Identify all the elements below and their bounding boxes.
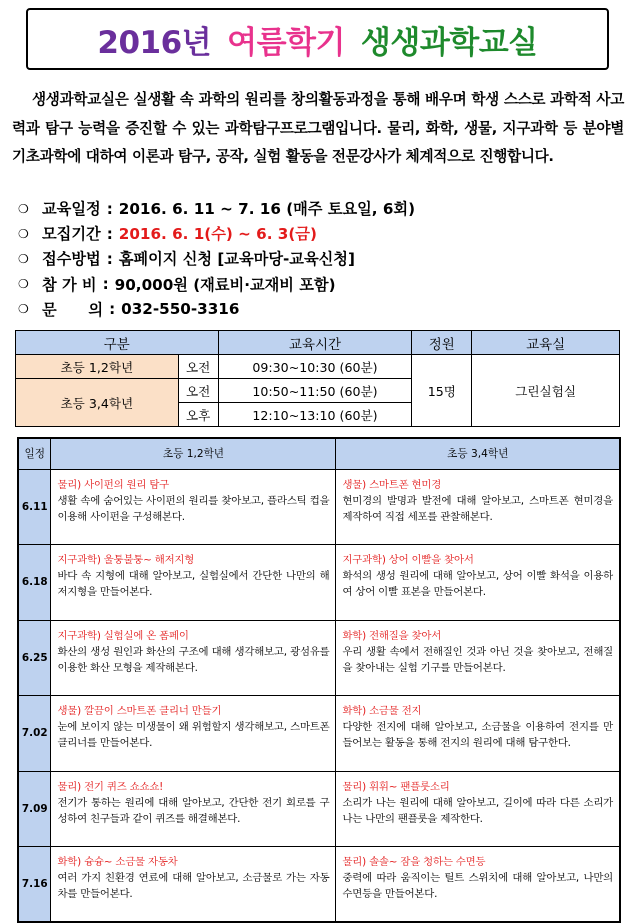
header-grade-12: 초등 1,2학년	[51, 438, 336, 469]
lesson-description: 바다 속 지형에 대해 알아보고, 실험실에서 간단한 나만의 해저지형을 만들어본다.	[57, 570, 330, 598]
header-date: 일정	[18, 438, 51, 469]
curriculum-row	[18, 847, 620, 923]
session-date: 6.18	[18, 545, 51, 621]
info-value-phone: 032-550-3316	[121, 300, 240, 319]
grade-12-lesson	[51, 620, 336, 696]
session-date: 6.11	[18, 469, 51, 545]
grade-34-lesson	[336, 847, 620, 923]
time-cell: 12:10~13:10 (60분)	[218, 403, 412, 427]
info-colon: :	[109, 300, 116, 319]
lesson-description: 화산의 생성 원인과 화산의 구조에 대해 생각해보고, 광섬유를 이용한 화산 모형을 제작해본다.	[57, 645, 330, 674]
schedule-row	[16, 355, 620, 379]
title-program: 생생과학교실	[360, 24, 538, 61]
grade-34-lesson	[336, 469, 620, 545]
info-label: 교육일정	[42, 200, 101, 219]
grade-12-lesson	[51, 771, 336, 847]
info-row-recruit	[18, 221, 618, 246]
grade-12-cell: 초등 1,2학년	[16, 355, 179, 379]
header-room: 교육실	[472, 331, 620, 355]
circle-bullet-icon: ❍	[18, 226, 29, 241]
grade-12-lesson	[51, 469, 336, 545]
lesson-title: 생물) 스마트폰 현미경	[342, 478, 442, 491]
header-category: 구분	[16, 331, 219, 355]
lesson-title: 물리) 사이펀의 원리 탐구	[57, 478, 170, 491]
info-value: 2016. 6. 11 ~ 7. 16 (매주 토요일, 6회)	[118, 200, 416, 219]
lesson-title: 지구과학) 실험실에 온 폼페이	[57, 629, 189, 642]
session-date: 7.02	[18, 696, 51, 772]
session-date: 7.09	[18, 771, 51, 847]
curriculum-row	[18, 771, 620, 847]
grade-12-lesson	[51, 847, 336, 923]
room-cell: 그린실험실	[472, 355, 620, 427]
circle-bullet-icon: ❍	[18, 302, 29, 317]
lesson-title: 화학) 전해질을 찾아서	[342, 629, 442, 642]
lesson-description: 소리가 나는 원리에 대해 알아보고, 길이에 따라 다른 소리가 나는 나만의 팬플룻을 제작한다.	[342, 796, 613, 825]
info-colon: :	[106, 249, 113, 268]
schedule-header-row	[16, 331, 620, 355]
lesson-description: 화석의 생성 원리에 대해 알아보고, 상어 이빨 화석을 이용하여 상어 이빨 표본을 만들어본다.	[342, 570, 613, 598]
curriculum-header-row	[18, 438, 620, 469]
curriculum-row	[18, 696, 620, 772]
grade-12-lesson	[51, 696, 336, 772]
info-row-fee	[18, 272, 618, 297]
lesson-title: 물리) 솔솔~ 잠을 청하는 수면등	[342, 856, 486, 868]
curriculum-row	[18, 620, 620, 696]
session-am: 오전	[178, 379, 218, 403]
info-row-contact	[18, 297, 618, 322]
header-grade-34: 초등 3,4학년	[336, 438, 620, 469]
lesson-description: 눈에 보이지 않는 미생물이 왜 위험할지 생각해보고, 스마트폰 클리너를 만들어본다.	[57, 721, 330, 749]
lesson-description: 전기가 통하는 원리에 대해 알아보고, 간단한 전기 회로를 구성하여 친구들과 같이 퀴즈를 해결해본다.	[57, 796, 330, 825]
lesson-description: 우리 생활 속에서 전해질인 것과 아닌 것을 찾아보고, 전해질을 찾아내는 실험 기구를 만들어본다.	[342, 645, 613, 674]
info-list	[18, 196, 618, 322]
title-semester: 여름학기	[227, 24, 345, 61]
header-capacity: 정원	[412, 331, 472, 355]
lesson-title: 화학) 슝슝~ 소금물 자동차	[57, 856, 178, 868]
grade-34-lesson	[336, 696, 620, 772]
header-time: 교육시간	[218, 331, 412, 355]
info-label: 접수방법	[42, 250, 101, 269]
session-date: 6.25	[18, 620, 51, 696]
lesson-description: 생활 속에 숨어있는 사이펀의 원리를 찾아보고, 플라스틱 컵을 이용해 사이펀을 구성해본다.	[57, 494, 330, 523]
info-label: 문 의	[42, 300, 104, 319]
lesson-title: 물리) 휘휘~ 팬플룻소리	[342, 780, 450, 793]
grade-34-lesson	[336, 545, 620, 621]
time-cell: 10:50~11:50 (60분)	[218, 379, 412, 403]
info-label: 모집기간	[42, 225, 101, 244]
info-label: 참 가 비	[42, 275, 97, 294]
info-value-highlight: 2016. 6. 1(수) ~ 6. 3(금)	[118, 225, 317, 244]
intro-paragraph: 생생과학교실은 실생활 속 과학의 원리를 창의활동과정을 통해 배우며 학생 스스로 과학적 사고력과 탐구 능력을 증진할 수 있는 과학탐구프로그램입니다. 물리, 화학, 생물, 지구과학 등 분야별 기초과학에 대하여 이론과 탐구, 공작, 실험 활동을 전문강사가 체계적으로 진행합니다.	[12, 91, 624, 165]
lesson-title: 화학) 소금물 전지	[342, 705, 422, 717]
info-value: 90,000원 (재료비·교재비 포함)	[114, 275, 336, 294]
grade-34-cell: 초등 3,4학년	[16, 379, 179, 427]
lesson-description: 중력에 따라 움직이는 틸트 스위치에 대해 알아보고, 나만의 수면등을 만들어본다.	[342, 872, 613, 900]
lesson-description: 현미경의 발명과 발전에 대해 알아보고, 스마트폰 현미경을 제작하여 직접 세포를 관찰해본다.	[342, 494, 613, 523]
lesson-description: 다양한 전지에 대해 알아보고, 소금물을 이용하여 전지를 만들어보는 활동을 통해 전지의 원리에 대해 탐구한다.	[342, 721, 613, 749]
info-colon: :	[102, 275, 109, 294]
grade-12-lesson	[51, 545, 336, 621]
curriculum-table	[17, 437, 621, 923]
circle-bullet-icon: ❍	[18, 277, 29, 292]
title-year: 2016년	[97, 24, 212, 61]
schedule-table	[15, 330, 620, 427]
info-colon: :	[106, 199, 113, 218]
session-am: 오전	[178, 355, 218, 379]
lesson-description: 여러 가지 친환경 연료에 대해 알아보고, 소금물로 가는 자동차를 만들어본다.	[57, 872, 330, 900]
lesson-title: 생물) 깔끔이 스마트폰 클리너 만들기	[57, 705, 222, 717]
circle-bullet-icon: ❍	[18, 201, 29, 216]
session-date: 7.16	[18, 847, 51, 923]
time-cell: 09:30~10:30 (60분)	[218, 355, 412, 379]
lesson-title: 지구과학) 상어 이빨을 찾아서	[342, 554, 474, 566]
info-row-method	[18, 246, 618, 271]
info-colon: :	[106, 224, 113, 243]
lesson-title: 물리) 전기 퀴즈 쇼쇼쇼!	[57, 780, 164, 793]
page-title	[26, 8, 609, 70]
lesson-title: 지구과학) 울퉁불퉁~ 해저지형	[57, 554, 195, 566]
circle-bullet-icon: ❍	[18, 251, 29, 266]
info-value: 홈페이지 신청 [교육마당-교육신청]	[118, 250, 355, 269]
curriculum-row	[18, 469, 620, 545]
grade-34-lesson	[336, 620, 620, 696]
session-pm: 오후	[178, 403, 218, 427]
info-row-schedule	[18, 196, 618, 221]
capacity-cell: 15명	[412, 355, 472, 427]
grade-34-lesson	[336, 771, 620, 847]
curriculum-row	[18, 545, 620, 621]
